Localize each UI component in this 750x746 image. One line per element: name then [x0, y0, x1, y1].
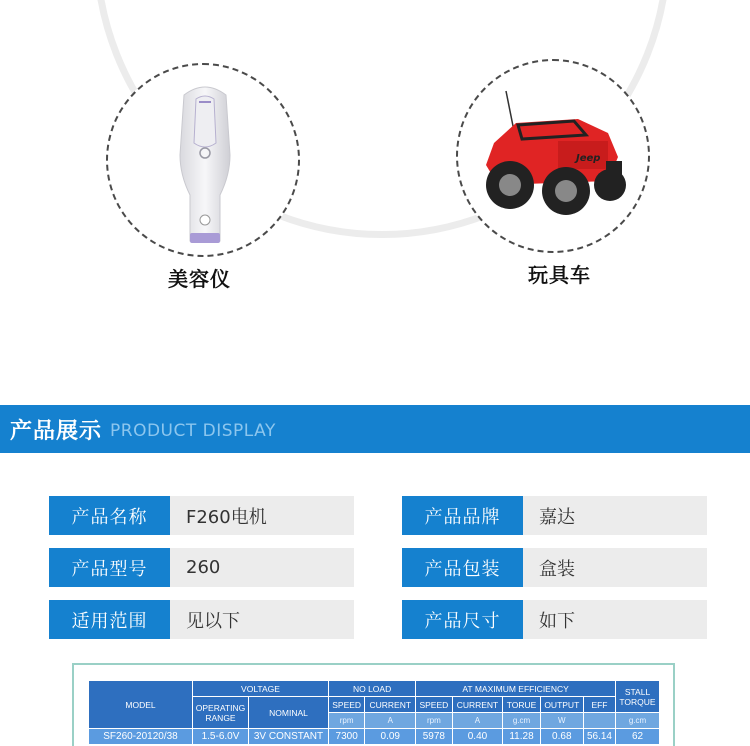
cell-nl-speed: 7300	[329, 729, 365, 745]
section-subtitle: PRODUCT DISPLAY	[110, 421, 276, 441]
unit-eff	[583, 713, 615, 729]
spec-row-brand	[402, 496, 707, 535]
th-torque: TORUE	[503, 697, 540, 713]
spec-label: 产品品牌	[402, 496, 523, 535]
unit-speed: rpm	[329, 713, 365, 729]
th-model: MODEL	[89, 681, 193, 729]
unit-output: W	[540, 713, 583, 729]
cell-range: 1.5-6.0V	[193, 729, 249, 745]
spec-label: 产品尺寸	[402, 600, 523, 639]
spec-value: 盒装	[523, 548, 707, 587]
cell-me-current: 0.40	[452, 729, 503, 745]
spec-value: 嘉达	[523, 496, 707, 535]
application-beauty-device	[106, 63, 300, 257]
application-label: 美容仪	[168, 267, 231, 291]
th-operating-range: OPERATING RANGE	[193, 697, 249, 729]
spec-value: F260电机	[170, 496, 354, 535]
spec-value: 如下	[523, 600, 707, 639]
cell-stall: 62	[616, 729, 660, 745]
cell-me-torque: 11.28	[503, 729, 540, 745]
motor-spec-table-frame	[72, 663, 675, 746]
toy-car-icon	[458, 61, 650, 253]
spec-row-usage	[49, 600, 354, 639]
cell-me-output: 0.68	[540, 729, 583, 745]
spec-value: 见以下	[170, 600, 354, 639]
spec-label: 产品包装	[402, 548, 523, 587]
th-stall-torque: STALL TORQUE	[616, 681, 660, 713]
beauty-device-icon	[108, 65, 300, 257]
th-eff: EFF	[583, 697, 615, 713]
svg-text:Jeep: Jeep	[576, 153, 601, 164]
th-no-load: NO LOAD	[329, 681, 416, 697]
cell-me-speed: 5978	[416, 729, 452, 745]
th-nominal: NOMINAL	[249, 697, 329, 729]
unit-stall: g.cm	[616, 713, 660, 729]
spec-row-package	[402, 548, 707, 587]
th-speed: SPEED	[416, 697, 452, 713]
spec-row-name	[49, 496, 354, 535]
spec-label: 产品名称	[49, 496, 170, 535]
spec-label: 产品型号	[49, 548, 170, 587]
th-current: CURRENT	[452, 697, 503, 713]
spec-row-size	[402, 600, 707, 639]
unit-current: A	[452, 713, 503, 729]
unit-torque: g.cm	[503, 713, 540, 729]
th-speed: SPEED	[329, 697, 365, 713]
section-title: 产品展示	[10, 418, 103, 444]
section-banner	[0, 405, 750, 453]
cell-model: SF260-20120/38	[89, 729, 193, 745]
th-max-eff: AT MAXIMUM EFFICIENCY	[416, 681, 616, 697]
cell-me-eff: 56.14	[583, 729, 615, 745]
th-current: CURRENT	[365, 697, 416, 713]
spec-value: 260	[170, 548, 354, 587]
spec-row-model	[49, 548, 354, 587]
th-output: OUTPUT	[540, 697, 583, 713]
cell-nl-current: 0.09	[365, 729, 416, 745]
unit-current: A	[365, 713, 416, 729]
spec-label: 适用范围	[49, 600, 170, 639]
unit-speed: rpm	[416, 713, 452, 729]
application-toy-car	[456, 59, 650, 253]
application-label: 玩具车	[528, 263, 591, 287]
table-row	[89, 729, 660, 745]
motor-spec-table	[88, 680, 660, 745]
cell-nominal: 3V CONSTANT	[249, 729, 329, 745]
th-voltage: VOLTAGE	[193, 681, 329, 697]
